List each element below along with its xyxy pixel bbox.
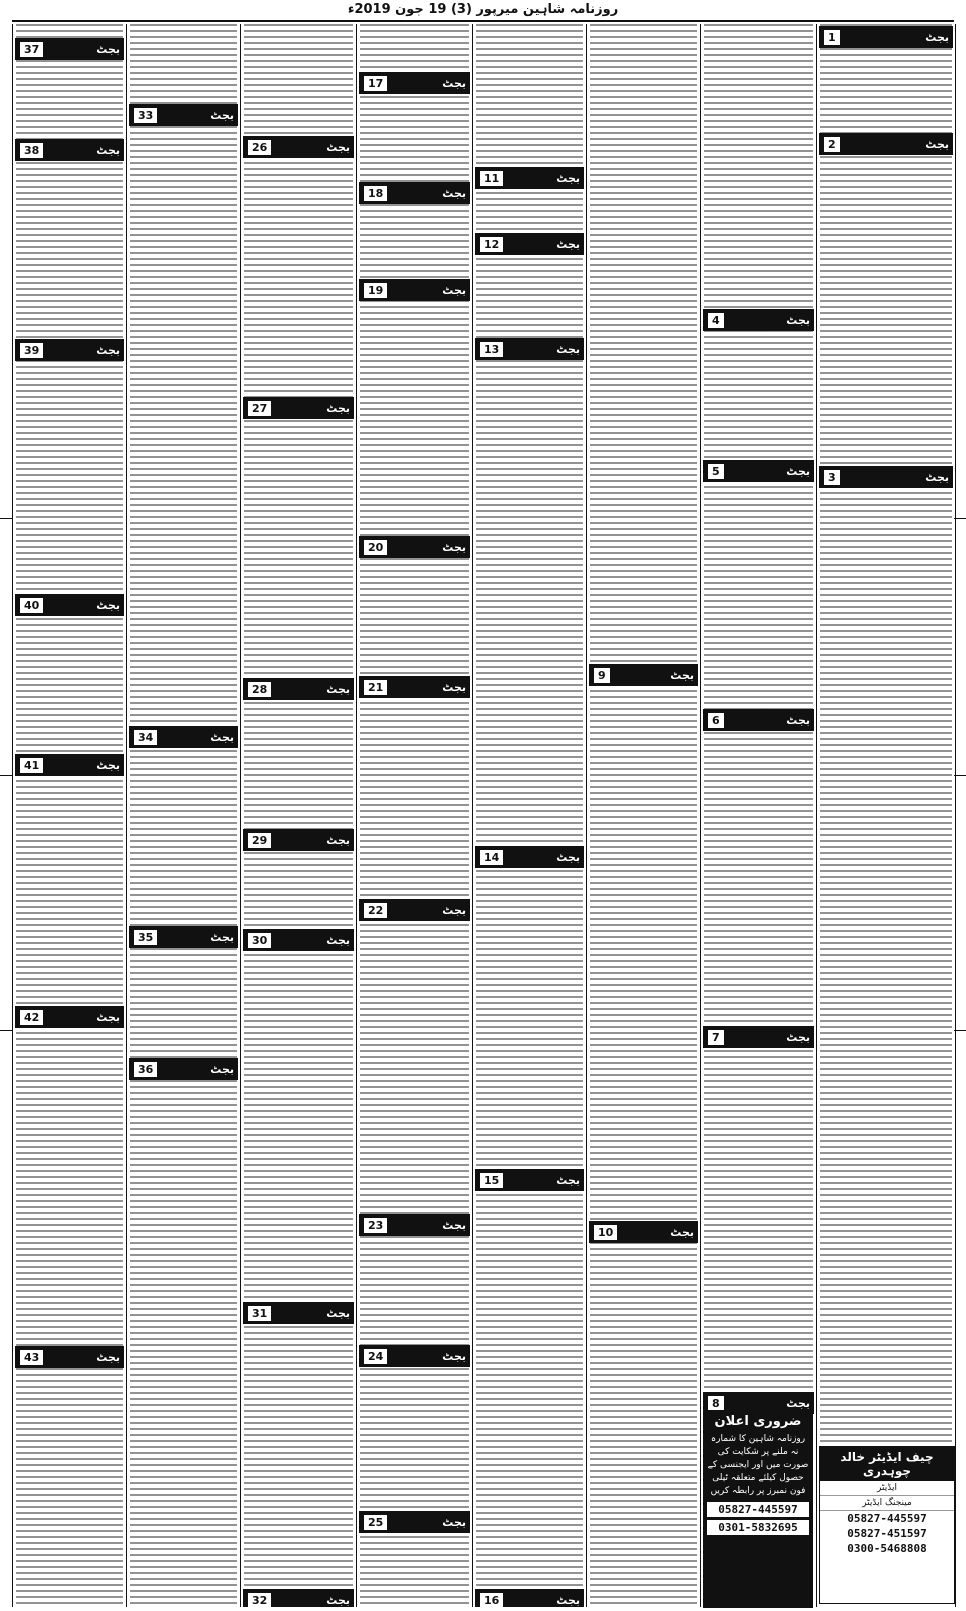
- masthead: [0, 0, 966, 20]
- notice-title: ضروری اعلان: [714, 1414, 802, 1429]
- newspaper-column: [356, 24, 472, 1607]
- column-text: [820, 24, 952, 1607]
- section-label: بجٹ: [786, 1030, 810, 1044]
- crop-mark: [0, 775, 12, 776]
- section-header: [475, 338, 584, 360]
- newspaper-column: [472, 24, 586, 1607]
- section-header: [243, 1302, 354, 1324]
- section-number: 29: [247, 832, 272, 849]
- section-header: [475, 1589, 584, 1607]
- section-label: بجٹ: [442, 76, 466, 90]
- section-label: بجٹ: [786, 464, 810, 478]
- section-label: بجٹ: [670, 668, 694, 682]
- column-text: [704, 24, 813, 1607]
- section-header: [819, 26, 953, 48]
- section-number: 7: [707, 1029, 725, 1046]
- section-number: 38: [19, 142, 44, 159]
- section-number: 26: [247, 139, 272, 156]
- section-label: بجٹ: [925, 470, 949, 484]
- section-number: 41: [19, 757, 44, 774]
- editor-phone: 05827-445597: [847, 1512, 927, 1525]
- section-label: بجٹ: [96, 598, 120, 612]
- section-label: بجٹ: [442, 540, 466, 554]
- section-number: 23: [363, 1217, 388, 1234]
- section-label: بجٹ: [442, 283, 466, 297]
- section-header: [15, 754, 124, 776]
- section-label: بجٹ: [96, 758, 120, 772]
- section-number: 34: [133, 729, 158, 746]
- section-number: 12: [479, 236, 504, 253]
- section-header: [15, 139, 124, 161]
- section-header: [589, 664, 698, 686]
- section-label: بجٹ: [670, 1225, 694, 1239]
- section-header: [703, 460, 814, 482]
- section-header: [475, 233, 584, 255]
- section-number: 37: [19, 41, 44, 58]
- section-header: [359, 182, 470, 204]
- section-header: [243, 1589, 354, 1607]
- section-number: 42: [19, 1009, 44, 1026]
- section-number: 13: [479, 341, 504, 358]
- editor-phone: 0300-5468808: [847, 1542, 927, 1555]
- newspaper-column: [816, 24, 956, 1607]
- section-number: 40: [19, 597, 44, 614]
- section-header: [703, 309, 814, 331]
- section-header: [359, 536, 470, 558]
- section-header: [129, 104, 238, 126]
- newspaper-column: [12, 24, 126, 1607]
- section-number: 20: [363, 539, 388, 556]
- section-number: 39: [19, 342, 44, 359]
- section-number: 19: [363, 282, 388, 299]
- section-label: بجٹ: [442, 1515, 466, 1529]
- editor-label: ایڈیٹر: [820, 1481, 954, 1496]
- crop-mark: [0, 1030, 12, 1031]
- section-number: 18: [363, 185, 388, 202]
- section-label: بجٹ: [326, 401, 350, 415]
- section-header: [15, 1346, 124, 1368]
- section-header: [359, 1345, 470, 1367]
- section-number: 6: [707, 712, 725, 729]
- section-label: بجٹ: [442, 680, 466, 694]
- newspaper-column: [126, 24, 240, 1607]
- important-notice: [703, 1410, 813, 1608]
- section-label: بجٹ: [326, 1306, 350, 1320]
- editor-box: [819, 1446, 955, 1604]
- section-label: بجٹ: [556, 1173, 580, 1187]
- section-number: 24: [363, 1348, 388, 1365]
- section-number: 1: [823, 29, 841, 46]
- section-label: بجٹ: [96, 343, 120, 357]
- section-number: 32: [247, 1592, 272, 1608]
- section-label: بجٹ: [786, 313, 810, 327]
- section-number: 15: [479, 1172, 504, 1189]
- section-label: بجٹ: [925, 137, 949, 151]
- section-header: [15, 38, 124, 60]
- column-text: [16, 24, 123, 1607]
- section-label: بجٹ: [326, 682, 350, 696]
- section-header: [243, 678, 354, 700]
- managing-editor-label: مینجنگ ایڈیٹر: [820, 1496, 954, 1511]
- section-label: بجٹ: [442, 186, 466, 200]
- section-label: بجٹ: [96, 143, 120, 157]
- section-header: [129, 726, 238, 748]
- section-number: 27: [247, 400, 272, 417]
- crop-mark: [0, 518, 12, 519]
- editor-phone: 05827-451597: [847, 1527, 927, 1540]
- chief-editor: چیف ایڈیٹر خالد چوہدری: [820, 1447, 954, 1481]
- section-number: 11: [479, 170, 504, 187]
- section-label: بجٹ: [556, 237, 580, 251]
- section-header: [359, 1511, 470, 1533]
- section-header: [129, 1058, 238, 1080]
- section-label: بجٹ: [556, 171, 580, 185]
- section-label: بجٹ: [442, 903, 466, 917]
- section-header: [475, 1169, 584, 1191]
- notice-phone: 0301-5832695: [707, 1520, 809, 1535]
- section-label: بجٹ: [556, 342, 580, 356]
- section-number: 22: [363, 902, 388, 919]
- section-label: بجٹ: [786, 1396, 810, 1410]
- section-header: [359, 279, 470, 301]
- section-header: [359, 1214, 470, 1236]
- section-label: بجٹ: [210, 730, 234, 744]
- section-number: 21: [363, 679, 388, 696]
- masthead-title: روزنامہ شاہین میرپور (3) 19 جون 2019ء: [347, 2, 619, 17]
- section-number: 3: [823, 469, 841, 486]
- section-header: [819, 133, 953, 155]
- column-text: [360, 24, 469, 1607]
- section-number: 25: [363, 1514, 388, 1531]
- section-number: 30: [247, 932, 272, 949]
- section-number: 16: [479, 1592, 504, 1608]
- section-number: 17: [363, 75, 388, 92]
- section-label: بجٹ: [556, 1593, 580, 1607]
- columns-area: [12, 24, 956, 1607]
- section-header: [15, 1006, 124, 1028]
- section-number: 35: [133, 929, 158, 946]
- section-header: [243, 929, 354, 951]
- section-label: بجٹ: [326, 140, 350, 154]
- section-label: بجٹ: [96, 42, 120, 56]
- section-label: بجٹ: [326, 933, 350, 947]
- newspaper-column: [586, 24, 700, 1607]
- section-label: بجٹ: [210, 1062, 234, 1076]
- section-label: بجٹ: [925, 30, 949, 44]
- section-header: [129, 926, 238, 948]
- section-label: بجٹ: [96, 1350, 120, 1364]
- section-header: [703, 1026, 814, 1048]
- section-number: 43: [19, 1349, 44, 1366]
- section-number: 36: [133, 1061, 158, 1078]
- masthead-rule: [12, 20, 954, 22]
- section-label: بجٹ: [442, 1218, 466, 1232]
- section-label: بجٹ: [326, 833, 350, 847]
- notice-phone: 05827-445597: [707, 1502, 809, 1517]
- section-label: بجٹ: [556, 850, 580, 864]
- section-number: 4: [707, 312, 725, 329]
- section-header: [243, 829, 354, 851]
- section-label: بجٹ: [786, 713, 810, 727]
- section-header: [475, 167, 584, 189]
- section-header: [243, 397, 354, 419]
- section-header: [589, 1221, 698, 1243]
- newspaper-column: [240, 24, 356, 1607]
- section-header: [15, 339, 124, 361]
- section-number: 10: [593, 1224, 618, 1241]
- section-label: بجٹ: [210, 930, 234, 944]
- section-number: 2: [823, 136, 841, 153]
- newspaper-column: [700, 24, 816, 1607]
- notice-body: روزنامہ شاہین کا شمارہ نہ ملنے پر شکایت کی صورت میں اور ایجنسی کے حصول کیلئے متعلقہ ٹیلی فون نمبرز پر رابطہ کریں: [707, 1434, 809, 1496]
- section-number: 31: [247, 1305, 272, 1322]
- section-number: 8: [707, 1395, 725, 1412]
- column-text: [476, 24, 583, 1607]
- section-number: 9: [593, 667, 611, 684]
- section-label: بجٹ: [96, 1010, 120, 1024]
- section-header: [359, 676, 470, 698]
- section-header: [703, 709, 814, 731]
- section-header: [819, 466, 953, 488]
- section-label: بجٹ: [210, 108, 234, 122]
- section-number: 28: [247, 681, 272, 698]
- section-header: [15, 594, 124, 616]
- column-text: [590, 24, 697, 1607]
- section-label: بجٹ: [326, 1593, 350, 1607]
- section-number: 14: [479, 849, 504, 866]
- section-header: [243, 136, 354, 158]
- section-label: بجٹ: [442, 1349, 466, 1363]
- column-text: [130, 24, 237, 1607]
- column-text: [244, 24, 353, 1607]
- section-header: [359, 72, 470, 94]
- section-header: [359, 899, 470, 921]
- section-header: [475, 846, 584, 868]
- section-number: 33: [133, 107, 158, 124]
- section-number: 5: [707, 463, 725, 480]
